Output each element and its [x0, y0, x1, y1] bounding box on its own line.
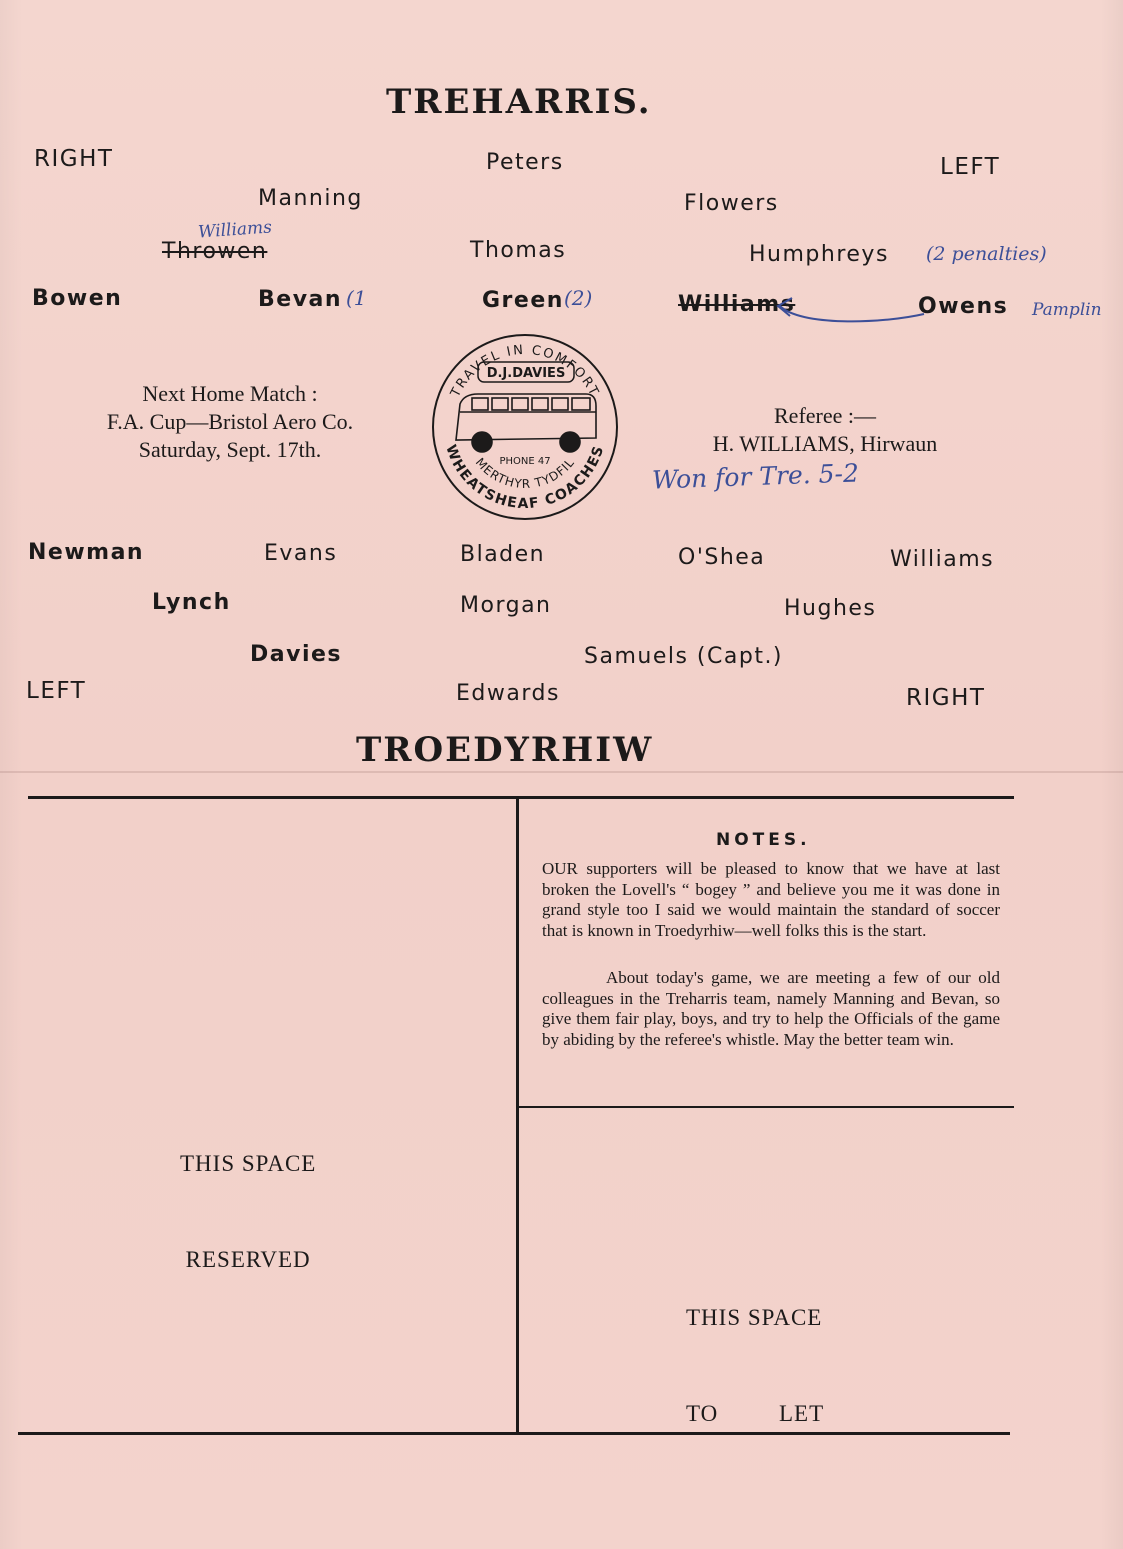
next-match-line3: Saturday, Sept. 17th. — [138, 437, 322, 462]
away-forward-5: Williams — [890, 547, 995, 572]
top-rule — [28, 796, 1014, 799]
reserved-line1: THIS SPACE — [180, 1151, 317, 1176]
fold-crease — [0, 771, 1123, 773]
referee-name: H. WILLIAMS, Hirwaun — [712, 431, 938, 456]
away-side-left: LEFT — [26, 678, 87, 704]
to-let-line2: TO LET — [686, 1401, 825, 1426]
away-half-2: Morgan — [460, 593, 552, 618]
to-let-line1: THIS SPACE — [686, 1305, 823, 1330]
home-back-right: Manning — [258, 186, 363, 211]
home-forward-1: Bowen — [32, 286, 123, 311]
home-goalkeeper: Peters — [486, 150, 564, 175]
home-side-right: RIGHT — [34, 146, 114, 172]
bottom-rule — [18, 1432, 1010, 1435]
home-back-left: Flowers — [684, 191, 779, 216]
away-goalkeeper: Edwards — [456, 681, 560, 706]
home-side-left: LEFT — [940, 154, 1001, 180]
coach-icon — [456, 394, 596, 452]
to-let-space — [686, 1238, 824, 1494]
wheatsheaf-coaches-badge — [430, 332, 620, 522]
notes-rule — [516, 1106, 1014, 1108]
home-forward-4: Williams — [678, 292, 796, 317]
badge-town: MERTHYR TYDFIL — [472, 455, 578, 492]
home-forward-5: Owens — [918, 294, 1009, 319]
notes-paragraph-1: OUR supporters will be pleased to know that we have at last broken the Lovell's “ bogey ” and believe you me it was done in grand style too I said we would maintain the standard of soccer that is known in Troedyrhiw—well folks this is the start. — [542, 859, 1000, 940]
home-half-left: Humphreys — [749, 242, 889, 267]
home-half-right: Throwen — [162, 239, 268, 264]
handwritten-green-goals: (2) — [564, 286, 593, 310]
away-team-title: TROEDYRHIW — [356, 730, 654, 770]
notes-paragraph-2: About today's game, we are meeting a few of our old colleagues in the Treharris team, namely Manning and Bevan, so give them fair play, boys, and try to help the Officials of the game by abiding by the referee's whistle. May the better team win. — [542, 968, 1000, 1049]
away-half-1: Lynch — [152, 590, 231, 615]
handwritten-penalties: (2 penalties) — [926, 243, 1047, 265]
handwritten-pamplin: Pamplin — [1032, 300, 1102, 320]
away-forward-4: O'Shea — [678, 545, 766, 570]
referee-label: Referee :— — [774, 403, 876, 428]
home-team-title: TREHARRIS. — [386, 82, 652, 122]
away-forward-2: Evans — [264, 541, 338, 566]
next-match-line2: F.A. Cup—Bristol Aero Co. — [106, 409, 354, 434]
home-half-centre: Thomas — [470, 238, 567, 263]
badge-name: D.J.DAVIES — [486, 366, 566, 381]
away-forward-1: Newman — [28, 540, 145, 565]
handwritten-williams: Williams — [197, 217, 273, 243]
away-half-3: Hughes — [784, 596, 877, 621]
handwritten-result: Won for Tre. 5-2 — [651, 458, 860, 495]
vertical-divider — [516, 797, 519, 1435]
reserved-space — [180, 1084, 316, 1340]
notes-title: NOTES. — [716, 830, 811, 850]
away-back-1: Davies — [250, 642, 343, 667]
badge-company: WHEATSHEAF COACHES — [442, 442, 608, 513]
referee-block — [660, 402, 990, 458]
next-match-line1: Next Home Match : — [142, 381, 318, 406]
badge-phone: PHONE 47 — [499, 456, 551, 467]
next-match-block — [60, 380, 400, 464]
away-forward-3: Bladen — [460, 542, 546, 567]
home-forward-2: Bevan — [258, 287, 343, 312]
reserved-line2: RESERVED — [185, 1247, 311, 1272]
away-side-right: RIGHT — [906, 685, 986, 711]
home-forward-3: Green — [482, 288, 564, 313]
handwritten-bevan-goals: (1 — [346, 286, 367, 310]
away-back-2: Samuels (Capt.) — [584, 644, 784, 669]
badge-top-text: TRAVEL IN COMFORT — [448, 342, 602, 400]
